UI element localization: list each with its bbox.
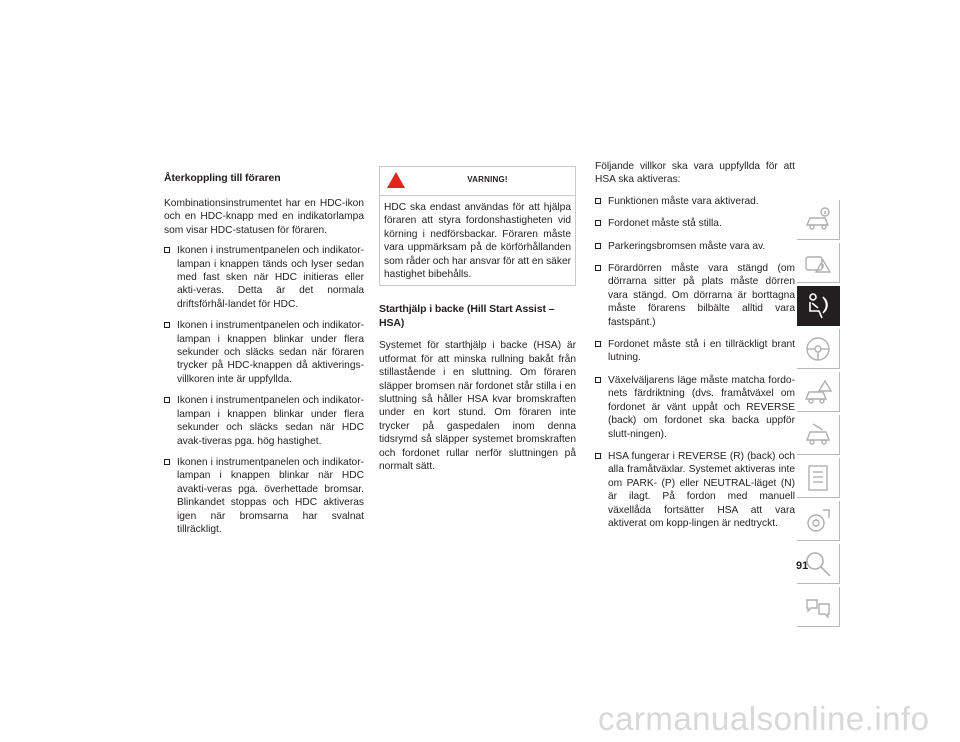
middle-column (379, 166, 576, 481)
list-item: Fordonet måste stå stilla. (595, 217, 795, 230)
list-item: Ikonen i instrumentpanelen och indikator-lampan i knappen blinkar under flera sekunder och släcks sedan när föraren trycker på HDC-knappen då aktiverings-villkoren inte är uppfyllda. (164, 319, 364, 386)
conditions-bullet-list (595, 195, 795, 531)
watermark: carmanualsonline.info (598, 700, 930, 737)
checkbox-bullet-icon (595, 341, 601, 347)
warning-text: HDC ska endast användas för att hjälpa föraren att styra fordonshastigheten vid körning i nedförsbackar. Föraren måste vara uppmärksam på de körförhållanden som råder och har ansvar för att en säker hastighet bibehålls. (384, 202, 571, 281)
section-heading-hill-start-assist: Starthjälp i backe (Hill Start Assist – HSA) (379, 303, 555, 330)
multimedia-icon (803, 506, 833, 536)
list-item: Funktionen måste vara aktiverad. (595, 195, 795, 208)
section-heading-driver-feedback: Återkoppling till föraren (164, 172, 281, 184)
checkbox-bullet-icon (164, 459, 170, 465)
steering-wheel-icon (803, 334, 833, 364)
car-service-icon (803, 420, 833, 450)
checkbox-bullet-icon (595, 377, 601, 383)
tab-emergency[interactable] (797, 372, 840, 412)
tab-language[interactable] (797, 587, 840, 627)
dashboard-warning-icon (803, 248, 833, 278)
seat-airbag-safety-icon (803, 291, 833, 321)
intro-paragraph: Kombinationsinstrumentet har en HDC-ikon och en HDC-knapp med en indikatorlampa som visar HDC-statusen för föraren. (164, 198, 364, 236)
tab-car-info[interactable] (797, 200, 840, 240)
hsa-paragraph: Systemet för starthjälp i backe (HSA) är utformat för att minska rullning bakåt från stillastående i en sluttning. Om föraren släpper bromsen när fordonet står stilla i en sluttning så håller HSA kvar bromskraften under en kort stund. Om föraren inte trycker på gaspedalen inom denna tidsrymd så släpper systemet bromskraften och fordonet rullar nerför sluttningen på normalt sätt. (379, 340, 576, 473)
tab-multimedia[interactable] (797, 501, 840, 541)
left-column (164, 171, 364, 544)
warning-box (379, 166, 576, 286)
checkbox-bullet-icon (595, 265, 601, 271)
checkbox-bullet-icon (164, 247, 170, 253)
checkbox-bullet-icon (595, 220, 601, 226)
warning-header (380, 167, 575, 196)
checkbox-bullet-icon (595, 243, 601, 249)
checkbox-bullet-icon (164, 322, 170, 328)
conditions-intro: Följande villkor ska vara uppfyllda för att HSA ska aktiveras: (595, 161, 795, 186)
checkbox-bullet-icon (595, 198, 601, 204)
car-info-icon (803, 205, 833, 235)
tab-dashboard[interactable] (797, 243, 840, 283)
tab-specifications[interactable] (797, 458, 840, 498)
right-column (595, 160, 795, 539)
list-item: Förardörren måste vara stängd (om dörrarna sitter på plats måste dörren vara stängd. Om dörrarna är borttagna måste förarens bilbälte alltid vara fastspänt.) (595, 262, 795, 329)
tab-service[interactable] (797, 415, 840, 455)
language-icon (803, 592, 833, 622)
list-item: Ikonen i instrumentpanelen och indikator-lampan i knappen tänds och lyser sedan med fast sken när HDC initieras eller akti-veras. Detta är det normala driftsförhål-landet för HDC. (164, 244, 364, 311)
list-item: Växelväljarens läge måste matcha fordo-nets färdriktning (dvs. framåtväxel om fordonet är vänt uppåt och REVERSE (back) om fordonet ska backa uppför slutt-ningen). (595, 374, 795, 441)
warning-title: VARNING! (467, 175, 508, 184)
feedback-bullet-list (164, 244, 364, 536)
page-number: 91 (796, 560, 809, 572)
list-item: HSA fungerar i REVERSE (R) (back) och alla framåtväxlar. Systemet aktiveras inte om PARK- (P) eller NEUTRAL-läget (N) är ilagt. På fordon med manuell växellåda fortsätter HSA att vara aktiverat om kopp-lingen är nedtryckt. (595, 450, 795, 530)
list-item: Parkeringsbromsen måste vara av. (595, 240, 795, 253)
tab-starting-operating[interactable] (797, 329, 840, 369)
checkbox-bullet-icon (595, 453, 601, 459)
list-item: Ikonen i instrumentpanelen och indikator-lampan i knappen blinkar när HDC avakti-veras pga. överhettade bromsar. Blinkandet stoppas och HDC aktiveras igen när bromsarna har svalnat tillräckligt. (164, 456, 364, 536)
specifications-list-icon (803, 463, 833, 493)
roadside-emergency-icon (803, 377, 833, 407)
list-item: Ikonen i instrumentpanelen och indikator-lampan i knappen blinkar under flera sekunder och släcks sedan när HDC avak-tiveras pga. hög hastighet. (164, 394, 364, 448)
tab-safety[interactable] (797, 286, 840, 326)
list-item: Fordonet måste stå i en tillräckligt brant lutning. (595, 338, 795, 365)
checkbox-bullet-icon (164, 397, 170, 403)
